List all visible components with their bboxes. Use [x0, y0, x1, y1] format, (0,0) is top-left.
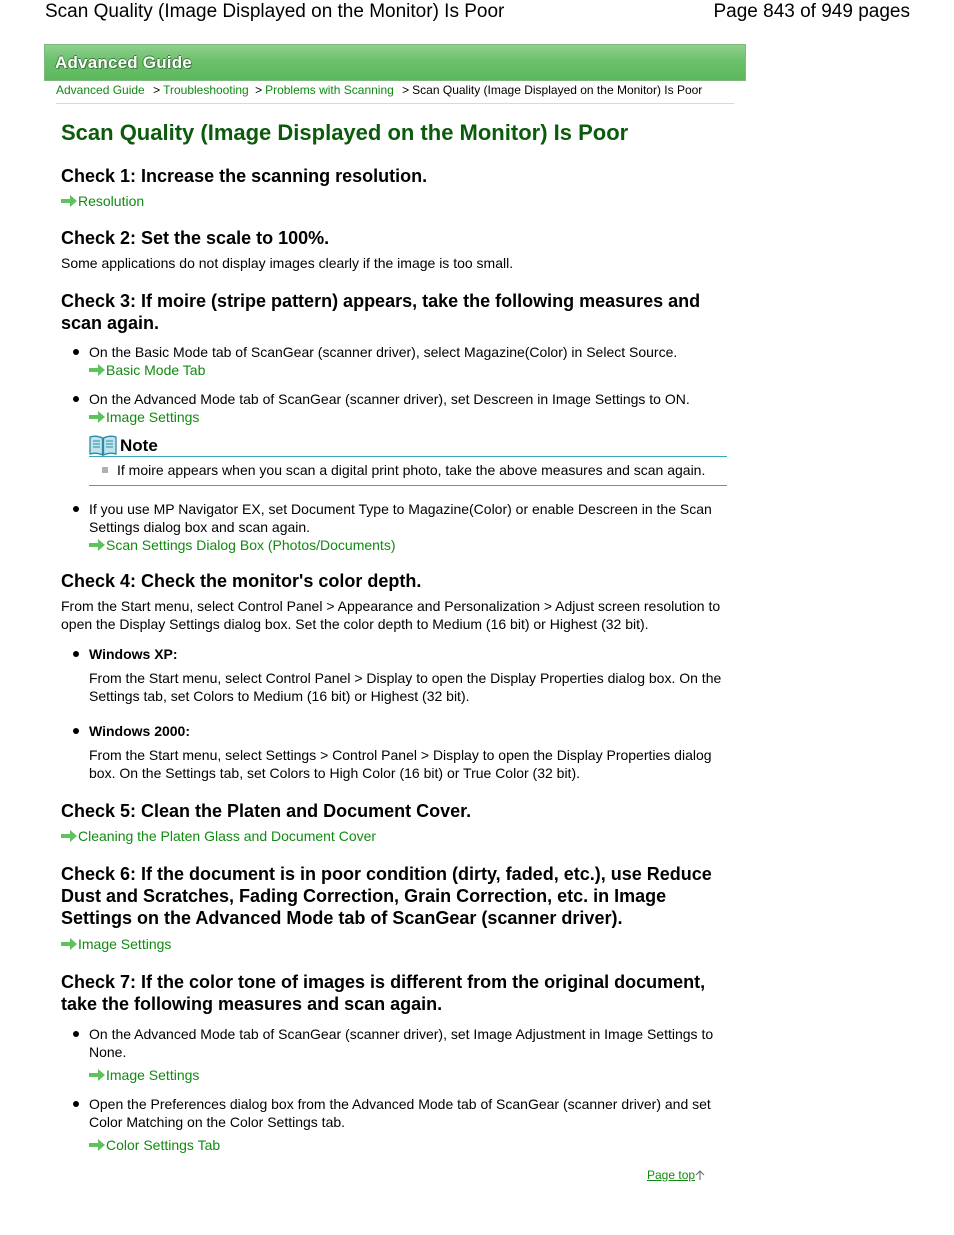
breadcrumb-separator: >: [255, 83, 263, 97]
note-book-icon: [89, 435, 117, 456]
list-item: [61, 645, 731, 705]
bullet-icon: [73, 349, 79, 355]
check1-heading: Check 1: Increase the scanning resolution.: [61, 166, 428, 186]
list-item: [61, 500, 731, 554]
check7-list: [61, 1025, 731, 1154]
advanced-guide-banner: [44, 44, 746, 81]
note-text: If moire appears when you scan a digital print photo, take the above measures and scan again.: [117, 462, 706, 478]
note-item: [89, 457, 727, 486]
basic-mode-tab-link[interactable]: Basic Mode Tab: [106, 362, 206, 378]
list-item-link-row: [89, 536, 731, 554]
page-top-label: Page top: [647, 1168, 696, 1182]
list-item: [61, 1095, 731, 1154]
list-item: [61, 343, 731, 379]
list-item-link-row: [89, 1136, 731, 1154]
scan-settings-dialog-link[interactable]: Scan Settings Dialog Box (Photos/Documents): [106, 537, 396, 553]
green-arrow-icon: [89, 539, 105, 551]
green-arrow-icon: [89, 411, 105, 423]
list-item-text: On the Advanced Mode tab of ScanGear (scanner driver), set Descreen in Image Settings to ON.: [89, 391, 690, 407]
breadcrumb-advanced-guide[interactable]: Advanced Guide: [56, 83, 145, 97]
document-title: Scan Quality (Image Displayed on the Monitor) Is Poor: [45, 1, 505, 22]
os-label: Windows 2000:: [89, 723, 191, 739]
list-item-text: If you use MP Navigator EX, set Document Type to Magazine(Color) or enable Descreen in the Scan Settings dialog box and scan again.: [89, 501, 712, 535]
list-item-link-row: [89, 1066, 731, 1084]
list-item-text: From the Start menu, select Control Panel > Display to open the Display Properties dialog box. On the Settings tab, set Colors to Medium (16 bit) or Highest (32 bit).: [89, 670, 722, 704]
color-settings-tab-link[interactable]: Color Settings Tab: [106, 1137, 221, 1153]
breadcrumb-problems-with-scanning[interactable]: Problems with Scanning: [265, 83, 394, 97]
page-top-link[interactable]: [647, 1168, 705, 1182]
note-box: [89, 432, 727, 486]
green-arrow-icon: [89, 364, 105, 376]
image-settings-link[interactable]: Image Settings: [106, 1067, 200, 1083]
check4-text: From the Start menu, select Control Panel > Appearance and Personalization > Adjust screen resolution to open the Display Settings dialog box. Set the color depth to Medium (16 bit) or Highest (32 bit).: [61, 598, 721, 632]
check4-list: [61, 645, 731, 782]
main-content: [61, 118, 731, 1154]
check3-list-continued: [61, 500, 731, 554]
list-item-text: From the Start menu, select Settings > Control Panel > Display to open the Display Properties dialog box. On the Settings tab, set Colors to High Color (16 bit) or True Color (32 bit).: [89, 747, 712, 781]
check4-heading: Check 4: Check the monitor's color depth.: [61, 571, 422, 591]
list-item: [61, 1025, 731, 1084]
square-bullet-icon: [102, 467, 108, 473]
page-count: Page 843 of 949 pages: [713, 1, 910, 22]
breadcrumb-separator: >: [153, 83, 161, 97]
green-arrow-icon: [61, 938, 77, 950]
up-arrow-icon: [695, 1169, 705, 1181]
check3-heading: Check 3: If moire (stripe pattern) appears, take the following measures and scan again.: [61, 291, 701, 333]
breadcrumb-separator: >: [402, 83, 410, 97]
bullet-icon: [73, 728, 79, 734]
note-title: Note: [120, 436, 158, 455]
breadcrumb-current: Scan Quality (Image Displayed on the Monitor) Is Poor: [412, 83, 703, 97]
check2-text: Some applications do not display images clearly if the image is too small.: [61, 255, 514, 271]
breadcrumb: [56, 83, 734, 104]
image-settings-link[interactable]: Image Settings: [78, 936, 172, 952]
bullet-icon: [73, 506, 79, 512]
check6-link-row: [61, 935, 731, 953]
check5-heading: Check 5: Clean the Platen and Document Cover.: [61, 801, 472, 821]
breadcrumb-troubleshooting[interactable]: Troubleshooting: [163, 83, 249, 97]
bullet-icon: [73, 1101, 79, 1107]
green-arrow-icon: [61, 830, 77, 842]
bullet-icon: [73, 396, 79, 402]
resolution-link[interactable]: Resolution: [78, 193, 145, 209]
check2-heading: Check 2: Set the scale to 100%.: [61, 228, 330, 248]
os-label: Windows XP:: [89, 646, 178, 662]
image-settings-link[interactable]: Image Settings: [106, 409, 200, 425]
green-arrow-icon: [89, 1069, 105, 1081]
top-header: [0, 0, 954, 28]
note-header: [89, 432, 727, 457]
check6-heading: Check 6: If the document is in poor condition (dirty, faded, etc.), use Reduce Dust and Scratches, Fading Correction, Grain Correction, etc. in Image Settings on the Advanced Mode tab of ScanGear (scanner driver).: [61, 864, 712, 928]
list-item-link-row: [89, 361, 731, 379]
green-arrow-icon: [89, 1139, 105, 1151]
check3-list: [61, 343, 731, 426]
banner-label: Advanced Guide: [55, 53, 192, 72]
list-item: [61, 722, 731, 782]
page-title: Scan Quality (Image Displayed on the Monitor) Is Poor: [61, 120, 629, 145]
check7-heading: Check 7: If the color tone of images is different from the original document, take the following measures and scan again.: [61, 972, 706, 1014]
check1-link-row: [61, 192, 731, 210]
list-item-link-row: [89, 408, 731, 426]
list-item-text: Open the Preferences dialog box from the Advanced Mode tab of ScanGear (scanner driver) and set Color Matching on the Color Settings tab.: [89, 1096, 711, 1130]
green-arrow-icon: [61, 195, 77, 207]
list-item: [61, 390, 731, 426]
check5-link-row: [61, 827, 731, 845]
list-item-text: On the Advanced Mode tab of ScanGear (scanner driver), set Image Adjustment in Image Settings to None.: [89, 1026, 714, 1060]
cleaning-platen-link[interactable]: Cleaning the Platen Glass and Document Cover: [78, 828, 377, 844]
bullet-icon: [73, 1031, 79, 1037]
list-item-text: On the Basic Mode tab of ScanGear (scanner driver), select Magazine(Color) in Select Source.: [89, 344, 678, 360]
bullet-icon: [73, 651, 79, 657]
